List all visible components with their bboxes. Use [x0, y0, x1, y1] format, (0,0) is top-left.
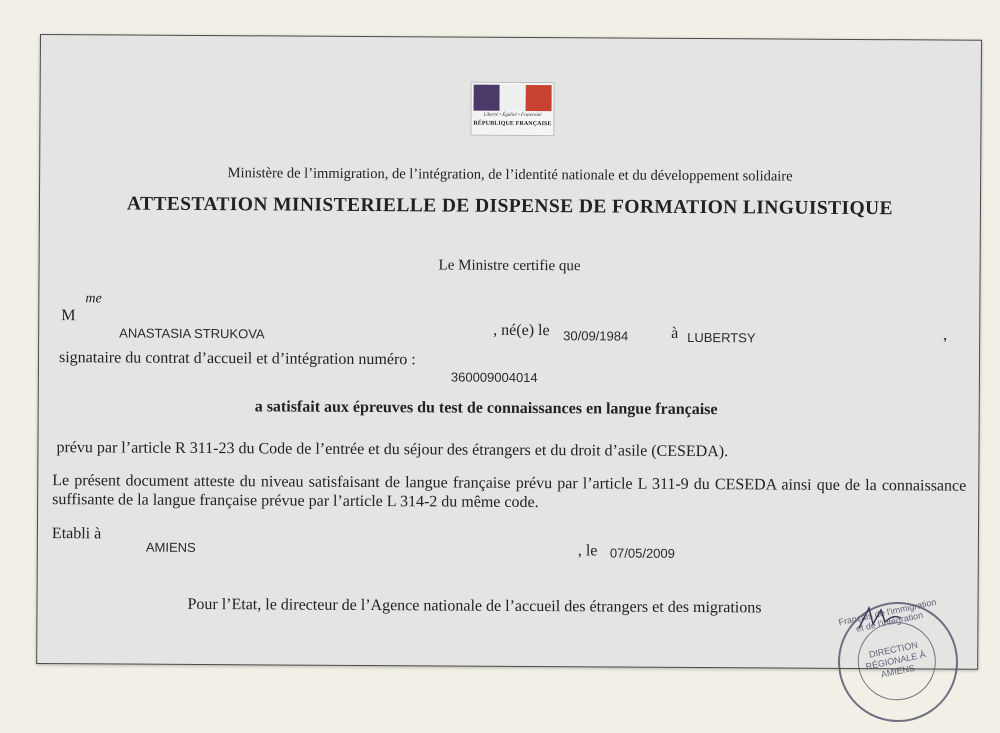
contract-label: signataire du contrat d’accueil et d’intégration numéro :	[58, 349, 416, 369]
logo-motto: Liberté • Égalité • Fraternité	[483, 112, 542, 119]
marianne-flag-icon	[474, 85, 552, 111]
handwritten-signature-icon	[855, 602, 905, 632]
satisfied-statement: a satisfait aux épreuves du test de connaissances en langue française	[254, 398, 718, 419]
born-label: , né(e) le	[493, 321, 550, 340]
birth-place: LUBERTSY	[687, 329, 756, 346]
trailing-comma: ,	[943, 326, 948, 344]
document-title: ATTESTATION MINISTERIELLE DE DISPENSE DE FORMATION LINGUISTIQUE	[126, 193, 894, 220]
birth-date: 30/09/1984	[563, 328, 629, 344]
logo-republic: RÉPUBLIQUE FRANÇAISE	[473, 120, 552, 128]
issued-date: 07/05/2009	[609, 545, 675, 561]
issued-place: AMIENS	[145, 539, 196, 555]
issued-label: Etabli à	[51, 525, 102, 543]
attestation-paragraph: Le présent document atteste du niveau satisfaisant de langue française prévu par l’article L 311-9 du CESEDA ainsi que de la connaissance suffisante de la langue française prévue par l’article L 314-2 du même code.	[52, 472, 967, 512]
ministry-name: Ministère de l’immigration, de l’intégration, de l’identité nationale et du développement solidaire	[227, 165, 793, 185]
civility-handwritten: me	[85, 291, 102, 307]
issued-date-label: , le	[577, 542, 598, 560]
certificate-paper	[36, 34, 982, 670]
signature-line: Pour l’Etat, le directeur de l’Agence nationale de l’accueil des étrangers et des migrations	[187, 595, 762, 617]
stamp-ring-text: Français de l'immigration et de l'intégration	[837, 596, 938, 634]
at-label: à	[671, 324, 679, 342]
person-name: ANASTASIA STRUKOVA	[119, 325, 265, 342]
article-reference: prévu par l’article R 311-23 du Code de l’entrée et du séjour des étrangers et du droit d’asile (CESEDA).	[56, 439, 729, 461]
republique-francaise-logo	[470, 82, 554, 137]
minister-certifies: Le Ministre certifie que	[438, 257, 581, 275]
stamp-center-text: DIRECTION RÉGIONALE À AMIENS	[864, 639, 927, 680]
contract-number: 360009004014	[450, 369, 538, 386]
civility-label: M	[61, 307, 76, 325]
